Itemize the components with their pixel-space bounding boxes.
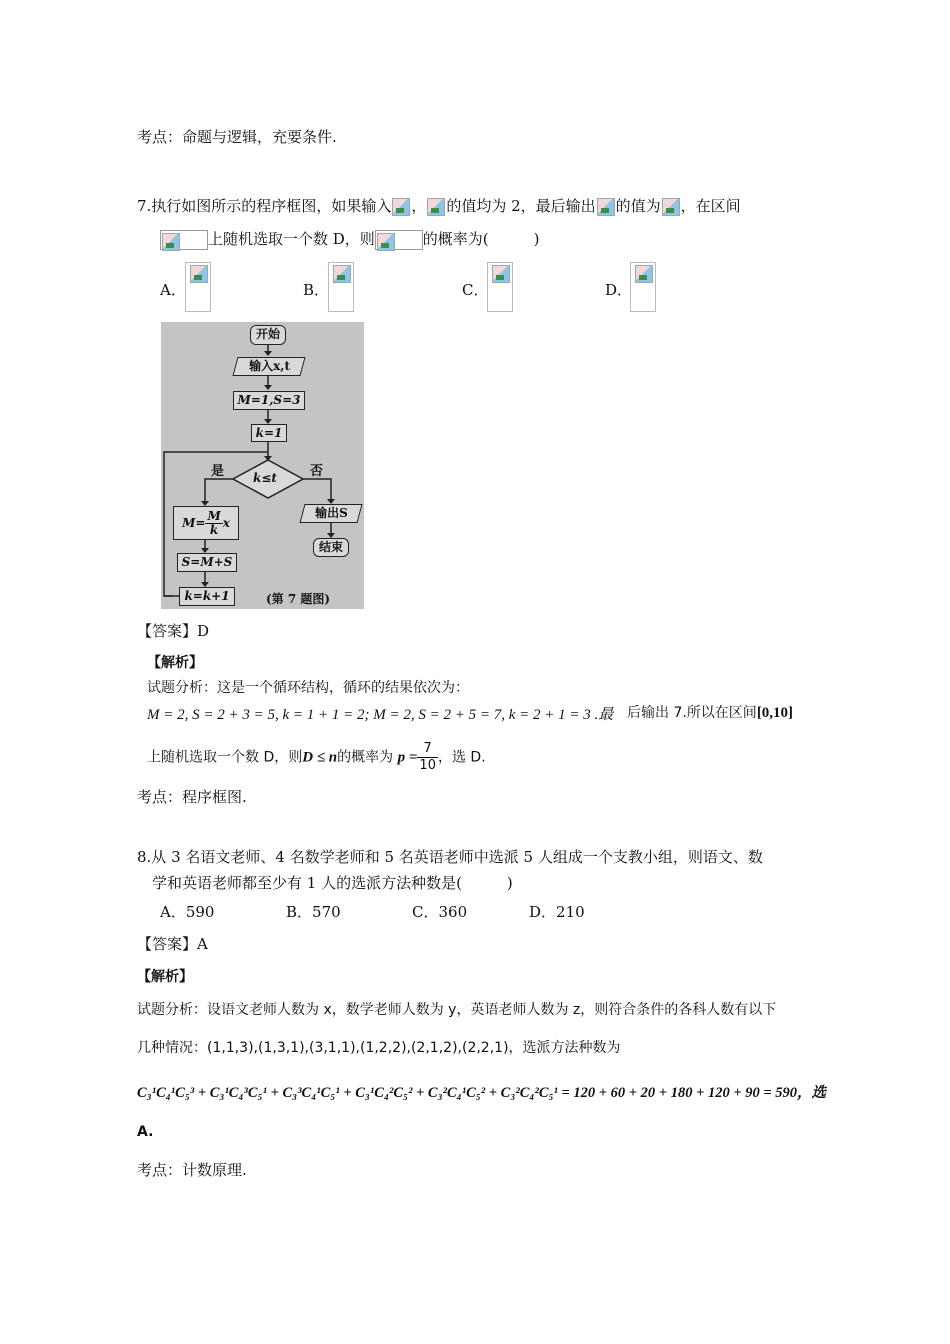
broken-image-icon [662, 198, 680, 216]
q8-answer: 【答案】A [137, 935, 208, 953]
q7-analysis3-num: 7 [417, 741, 438, 758]
q7-analysis-line2-tail [627, 703, 793, 723]
flowchart-output [299, 504, 362, 523]
flowchart-step1-num: M [207, 509, 221, 523]
q7-choice-a-image [185, 262, 211, 312]
q7-stem-b: 的值均为 2，最后输出 [446, 197, 596, 215]
broken-image-icon [377, 233, 395, 251]
q8-stem-line1: 8.从 3 名语文老师、4 名数学老师和 5 名英语老师中选派 5 人组成一个支教小组，则语文、数 [137, 848, 763, 866]
broken-image-icon [427, 198, 445, 216]
q7-analysis3-p: p = [397, 749, 418, 766]
flowchart-step1-lhs: M= [182, 516, 206, 530]
broken-image-icon [162, 233, 180, 251]
flowchart-condition: k≤t [253, 471, 277, 485]
flowchart-step3: k=k+1 [179, 587, 235, 606]
q7-choice-d-image [630, 262, 656, 312]
q8-choice-d: D．210 [529, 903, 585, 921]
q7-stem-c: 的值为 [615, 197, 661, 215]
q7-jiexi: 【解析】 [147, 655, 203, 671]
q7-choice-d-label: D． [605, 281, 633, 299]
flowchart-end: 结束 [313, 538, 349, 557]
q8-analysis-line4: A. [137, 1124, 154, 1140]
flowchart-caption: (第 7 题图) [266, 592, 331, 606]
q7-analysis-line2-text: 后输出 7.所以在区间 [627, 705, 757, 721]
q7-analysis3-fraction [417, 741, 438, 774]
q8-kaodian: 考点：计数原理. [137, 1161, 247, 1179]
q7-stem-e: 上随机选取一个数 D，则 [208, 230, 375, 248]
q7-stem-f: 的概率为( ) [422, 230, 540, 248]
q7-analysis-math: M = 2, S = 2 + 3 = 5, k = 1 + 1 = 2; M = 2, S = 2 + 5 = 7, k = 2 + 1 = 3 .最 [147, 707, 614, 723]
q8-stem-line2: 学和英语老师都至少有 1 人的选派方法种数是( ) [152, 874, 513, 892]
flowchart-step1 [173, 506, 239, 540]
q7-analysis3-c: 的概率为 [337, 749, 394, 766]
image-frame [160, 230, 208, 250]
q7-choice-c-image [487, 262, 513, 312]
q8-analysis-formula: C₃¹C₄¹C₅³ + C₃¹C₄³C₅¹ + C₃³C₄¹C₅¹ + C₃¹C₄²C₅² + C₃²C₄¹C₅² + C₃²C₄²C₅¹ = 120 + 60 + 20 + 180 + 120 + 90 = 590，选 [137, 1085, 826, 1101]
flowchart-init1: M=1,S=3 [233, 391, 305, 410]
broken-image-icon [635, 265, 653, 283]
q7-stem-line1 [137, 196, 741, 216]
flowchart-start: 开始 [250, 325, 286, 345]
q7-stem-line2 [160, 229, 540, 250]
flowchart-output-text: 输出S [314, 506, 348, 520]
q7-analysis3-den: 10 [419, 758, 436, 773]
q8-analysis-line1: 试题分析：设语文老师人数为 x，数学老师人数为 y，英语老师人数为 z，则符合条件的各科人数有以下 [137, 1002, 777, 1018]
q7-choice-c-label: C． [462, 281, 489, 299]
q7-analysis3-a: 上随机选取一个数 D，则 [147, 749, 303, 766]
image-frame [375, 230, 423, 250]
broken-image-icon [333, 265, 351, 283]
flowchart-input-text: 输入x,t [248, 359, 290, 373]
q6-kaodian: 考点：命题与逻辑，充要条件. [137, 128, 337, 146]
q7-analysis3-d: ，选 D. [437, 749, 486, 766]
broken-image-icon [190, 265, 208, 283]
q8-jiexi: 【解析】 [137, 969, 193, 985]
flowchart-yes-label: 是 [211, 464, 225, 479]
q7-stem-a: 7.执行如图所示的程序框图，如果输入 [137, 197, 392, 215]
q7-kaodian: 考点：程序框图. [137, 788, 247, 806]
broken-image-icon [492, 265, 510, 283]
flowchart-no-label: 否 [310, 464, 324, 479]
q7-choice-b-image [328, 262, 354, 312]
flowchart-figure [161, 322, 364, 609]
q8-choice-a: A．590 [160, 903, 215, 921]
q7-choice-a-label: A． [160, 281, 186, 299]
q8-choice-c: C．360 [412, 903, 468, 921]
broken-image-icon [597, 198, 615, 216]
flowchart-init2: k=1 [251, 424, 287, 442]
flowchart-step1-den: k [209, 523, 219, 537]
q7-stem-d: ，在区间 [680, 197, 741, 215]
q7-answer: 【答案】D [137, 622, 210, 640]
broken-image-icon [392, 198, 410, 216]
q8-choice-b: B．570 [286, 903, 341, 921]
flowchart-step1-fraction [205, 510, 222, 537]
flowchart-step2: S=M+S [177, 553, 237, 572]
q7-choice-b-label: B． [303, 281, 330, 299]
q7-analysis-line1: 试题分析：这是一个循环结构，循环的结果依次为： [147, 680, 469, 696]
q7-analysis-line3 [147, 741, 486, 774]
flowchart-step1-tail: x [222, 516, 230, 530]
q7-analysis3-b: D ≤ n [302, 749, 338, 766]
q7-stem-comma: ， [411, 197, 427, 215]
q8-analysis-line2: 几种情况：(1,1,3),(1,3,1),(3,1,1),(1,2,2),(2,1,2),(2,2,1)，选派方法种数为 [137, 1040, 621, 1056]
flowchart-input [232, 357, 305, 376]
q7-analysis-interval: [0,10] [756, 705, 794, 721]
